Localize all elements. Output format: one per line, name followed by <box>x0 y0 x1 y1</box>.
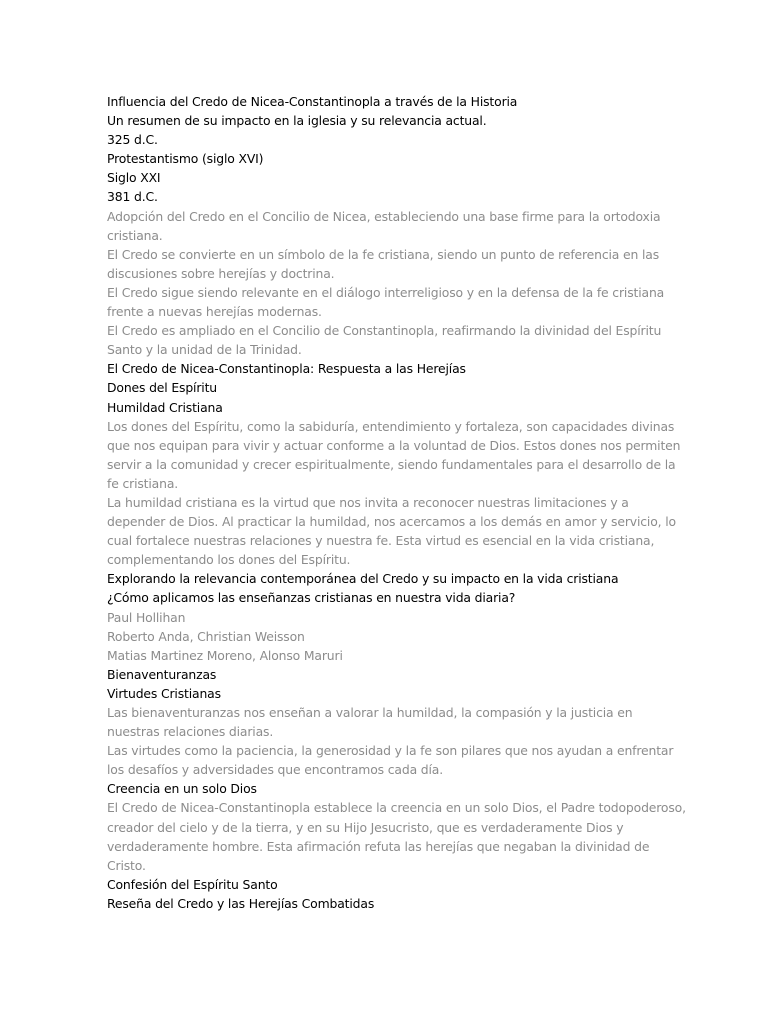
paragraph-creencia: El Credo de Nicea-Constantinopla establece la creencia en un solo Dios, el Padre todopoderoso, creador del cielo y de la tierra, y en su Hijo Jesucristo, que es verdaderamente Dios y verdaderamente hombre. Esta afirmación refuta las herejías que negaban la divinidad de Cristo. <box>107 800 686 873</box>
paragraph-bienaventuranzas: Las bienaventuranzas nos enseñan a valorar la humildad, la compasión y la justicia en nuestras relaciones diarias. <box>107 705 633 740</box>
document-title: Influencia del Credo de Nicea-Constantinopla a través de la Historia <box>107 94 518 109</box>
section-heading-respuesta: El Credo de Nicea-Constantinopla: Respuesta a las Herejías <box>107 361 466 377</box>
timeline-desc-relevante: El Credo sigue siendo relevante en el diálogo interreligioso y en la defensa de la fe cristiana frente a nuevas herejías modernas. <box>107 284 665 320</box>
heading-creencia: Creencia en un solo Dios <box>107 781 257 797</box>
section-heading-relevancia: Explorando la relevancia contemporánea del Credo y su impacto en la vida cristiana <box>107 571 619 587</box>
timeline-label-siglo-xxi: Siglo XXI <box>107 170 161 186</box>
timeline-desc-simbolo: El Credo se convierte en un símbolo de la fe cristiana, siendo un punto de referencia en las discusiones sobre herejías y doctrina. <box>107 246 660 281</box>
timeline-label-325: 325 d.C. <box>107 132 158 148</box>
document-subtitle: Un resumen de su impacto en la iglesia y su relevancia actual. <box>107 113 487 129</box>
author-names: Roberto Anda, Christian Weisson <box>107 628 305 644</box>
timeline-label-381: 381 d.C. <box>107 189 158 205</box>
timeline-desc-constantinopla: El Credo es ampliado en el Concilio de Constantinopla, reafirmando la divinidad del Espíritu Santo y la unidad de la Trinidad. <box>107 323 662 358</box>
paragraph-humildad: La humildad cristiana es la virtud que nos invita a reconocer nuestras limitaciones y a depender de Dios. Al practicar la humildad, nos acercamos a los demás en amor y servicio, lo cual fortalece nuestras relaciones y nuestra fe. Esta virtud es esencial en la vida cristiana, complementando los dones del Espíritu. <box>107 494 676 568</box>
author-name: Paul Hollihan <box>107 609 186 625</box>
timeline-desc-nicea: Adopción del Credo en el Concilio de Nicea, estableciendo una base firme para la ortodoxia cristiana. <box>107 208 661 243</box>
paragraph-virtudes: Las virtudes como la paciencia, la generosidad y la fe son pilares que nos ayudan a enfrentar los desafíos y adversidades que encontramos cada día. <box>107 743 674 778</box>
paragraph-dones: Los dones del Espíritu, como la sabiduría, entendimiento y fortaleza, son capacidades divinas que nos equipan para vivir y actuar conforme a la voluntad de Dios. Estos dones nos permiten servir a la comunidad y crecer espiritualmente, siendo fundamentales para el desarrollo de la fe cristiana. <box>107 418 681 491</box>
heading-bienaventuranzas: Bienaventuranzas <box>107 666 217 682</box>
question-heading: ¿Cómo aplicamos las enseñanzas cristianas en nuestra vida diaria? <box>107 590 516 606</box>
author-names: Matias Martinez Moreno, Alonso Maruri <box>107 647 343 663</box>
heading-humildad: Humildad Cristiana <box>107 399 223 415</box>
heading-resena: Reseña del Credo y las Herejías Combatidas <box>107 895 375 911</box>
heading-dones: Dones del Espíritu <box>107 380 218 396</box>
timeline-label-protestantismo: Protestantismo (siglo XVI) <box>107 151 264 167</box>
heading-confesion: Confesión del Espíritu Santo <box>107 876 278 892</box>
heading-virtudes: Virtudes Cristianas <box>107 685 221 701</box>
document-body <box>107 92 687 913</box>
